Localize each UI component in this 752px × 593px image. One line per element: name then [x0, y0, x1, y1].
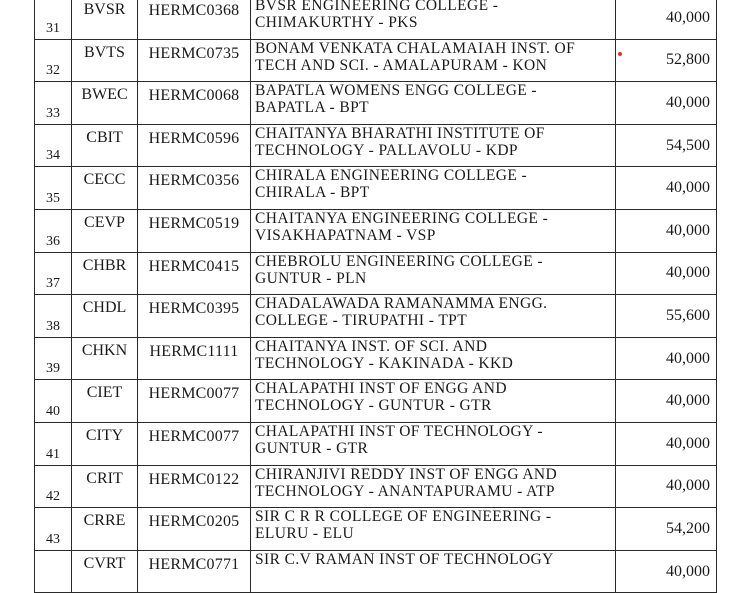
institution-id-cell: HERMC0395 [138, 295, 251, 338]
serial-number-cell: 42 [35, 465, 72, 508]
serial-number-cell: 41 [35, 422, 72, 465]
fee-cell [616, 508, 717, 551]
college-name-cell [251, 82, 616, 125]
institution-id-cell: HERMC0596 [138, 124, 251, 167]
institution-id-cell: HERMC0068 [138, 82, 251, 125]
institution-id-cell: HERMC0771 [138, 550, 251, 593]
fee-cell [616, 380, 717, 423]
fee-cell [616, 337, 717, 380]
institution-id-cell: HERMC0519 [138, 209, 251, 252]
serial-number-cell: 37 [35, 252, 72, 295]
serial-number-cell: 35 [35, 167, 72, 210]
fee-value: 54,500 [666, 136, 710, 154]
fee-cell [616, 550, 717, 593]
fee-cell [616, 252, 717, 295]
college-code-cell: CECC [72, 167, 138, 210]
college-name-line-1: CHIRALA ENGINEERING COLLEGE - [255, 167, 528, 185]
college-name-line-1: CHAITANYA INST. OF SCI. AND [255, 337, 488, 355]
fee-value: 40,000 [666, 8, 710, 26]
fee-cell [616, 0, 717, 39]
college-name-line-2: GUNTUR - PLN [255, 269, 367, 287]
table-row [35, 422, 717, 465]
college-code-cell: CITY [72, 422, 138, 465]
table-row [35, 550, 717, 593]
college-name-cell [251, 39, 616, 82]
college-name-line-1: CHIRANJIVI REDDY INST OF ENGG AND [255, 465, 558, 483]
college-name-cell [251, 465, 616, 508]
fee-value: 40,000 [666, 392, 710, 410]
college-name-line-2: COLLEGE - TIRUPATHI - TPT [255, 312, 468, 330]
table-row [35, 337, 717, 380]
college-name-cell [251, 167, 616, 210]
fee-cell [616, 209, 717, 252]
fee-value: 40,000 [666, 93, 710, 111]
college-name-line-1: CHEBROLU ENGINEERING COLLEGE - [255, 252, 543, 270]
serial-number-cell: 39 [35, 337, 72, 380]
fee-value: 40,000 [666, 434, 710, 452]
institution-id-cell: HERMC0368 [138, 0, 251, 39]
institution-id-cell: HERMC0122 [138, 465, 251, 508]
college-name-line-1: CHALAPATHI INST OF TECHNOLOGY - [255, 422, 543, 440]
college-name-line-1: SIR C R R COLLEGE OF ENGINEERING - [255, 508, 552, 526]
institution-id-cell: HERMC0205 [138, 508, 251, 551]
college-name-line-2: TECHNOLOGY - PALLAVOLU - KDP [255, 141, 518, 159]
fee-value: 40,000 [666, 221, 710, 239]
table-row [35, 252, 717, 295]
college-name-cell [251, 252, 616, 295]
serial-number-cell: 40 [35, 380, 72, 423]
fee-cell [616, 465, 717, 508]
table-row [35, 508, 717, 551]
college-name-cell [251, 422, 616, 465]
table-row [35, 167, 717, 210]
table-row [35, 39, 717, 82]
table-row [35, 82, 717, 125]
fee-cell [616, 167, 717, 210]
fee-value: 54,200 [666, 519, 710, 537]
college-name-line-1: BAPATLA WOMENS ENGG COLLEGE - [255, 82, 537, 100]
college-name-line-1: CHAITANYA BHARATHI INSTITUTE OF [255, 124, 545, 142]
institution-id-cell: HERMC0735 [138, 39, 251, 82]
college-name-line-1: CHALAPATHI INST OF ENGG AND [255, 380, 507, 398]
college-code-cell: CBIT [72, 124, 138, 167]
college-code-cell: CRRE [72, 508, 138, 551]
college-name-cell [251, 550, 616, 593]
college-name-line-2: GUNTUR - GTR [255, 439, 369, 457]
serial-number-cell: 33 [35, 82, 72, 125]
college-name-line-2: BAPATLA - BPT [255, 99, 370, 117]
institution-id-cell: HERMC1111 [138, 337, 251, 380]
college-name-cell [251, 380, 616, 423]
college-name-line-2: VISAKHAPATNAM - VSP [255, 226, 436, 244]
serial-number-cell: 32 [35, 39, 72, 82]
serial-number-cell: 31 [35, 0, 72, 39]
serial-number-cell: 38 [35, 295, 72, 338]
college-code-cell: CEVP [72, 209, 138, 252]
college-name-line-1: BVSR ENGINEERING COLLEGE - [255, 0, 499, 14]
college-name-cell [251, 209, 616, 252]
college-name-line-2: TECHNOLOGY - KAKINADA - KKD [255, 354, 514, 372]
college-code-cell: CRIT [72, 465, 138, 508]
college-name-cell [251, 508, 616, 551]
table-row [35, 380, 717, 423]
college-code-cell: CVRT [72, 550, 138, 593]
college-name-line-2: ELURU - ELU [255, 525, 355, 543]
red-mark-dot [618, 52, 622, 56]
college-name-line-2: TECH AND SCI. - AMALAPURAM - KON [255, 56, 548, 74]
fee-value: 40,000 [666, 349, 710, 367]
serial-number-cell: 34 [35, 124, 72, 167]
institution-id-cell: HERMC0415 [138, 252, 251, 295]
serial-number-cell: 43 [35, 508, 72, 551]
college-name-line-1: CHAITANYA ENGINEERING COLLEGE - [255, 209, 549, 227]
college-name-cell [251, 0, 616, 39]
college-name-line-2: TECHNOLOGY - GUNTUR - GTR [255, 397, 492, 415]
college-code-cell: CHBR [72, 252, 138, 295]
college-code-cell: BVSR [72, 0, 138, 39]
fee-value: 40,000 [666, 179, 710, 197]
fee-value: 55,600 [666, 306, 710, 324]
college-fee-table [34, 0, 717, 593]
college-name-cell [251, 295, 616, 338]
table-row [35, 124, 717, 167]
fee-value: 52,800 [666, 51, 710, 69]
fee-value: 40,000 [666, 264, 710, 282]
college-name-line-2: CHIRALA - BPT [255, 184, 370, 202]
serial-number-cell: 36 [35, 209, 72, 252]
table-row [35, 465, 717, 508]
institution-id-cell: HERMC0356 [138, 167, 251, 210]
fee-value: 40,000 [666, 562, 710, 580]
fee-cell [616, 82, 717, 125]
fee-cell [616, 39, 717, 82]
college-name-cell [251, 337, 616, 380]
institution-id-cell: HERMC0077 [138, 422, 251, 465]
table-row [35, 209, 717, 252]
institution-id-cell: HERMC0077 [138, 380, 251, 423]
college-name-line-1: CHADALAWADA RAMANAMMA ENGG. [255, 295, 548, 313]
college-name-line-2: CHIMAKURTHY - PKS [255, 14, 418, 31]
fee-cell [616, 422, 717, 465]
college-code-cell: CHKN [72, 337, 138, 380]
fee-cell [616, 124, 717, 167]
college-code-cell: BVTS [72, 39, 138, 82]
college-name-line-1: SIR C.V RAMAN INST OF TECHNOLOGY [255, 550, 554, 568]
college-name-line-1: BONAM VENKATA CHALAMAIAH INST. OF [255, 39, 576, 57]
college-code-cell: CIET [72, 380, 138, 423]
table-row [35, 295, 717, 338]
serial-number-cell [35, 550, 72, 593]
fee-cell [616, 295, 717, 338]
college-code-cell: BWEC [72, 82, 138, 125]
college-name-cell [251, 124, 616, 167]
table-body [35, 0, 717, 593]
fee-table-page [34, 0, 717, 593]
fee-value: 40,000 [666, 477, 710, 495]
college-name-line-2: TECHNOLOGY - ANANTAPURAMU - ATP [255, 482, 555, 500]
table-row [35, 0, 717, 39]
college-code-cell: CHDL [72, 295, 138, 338]
